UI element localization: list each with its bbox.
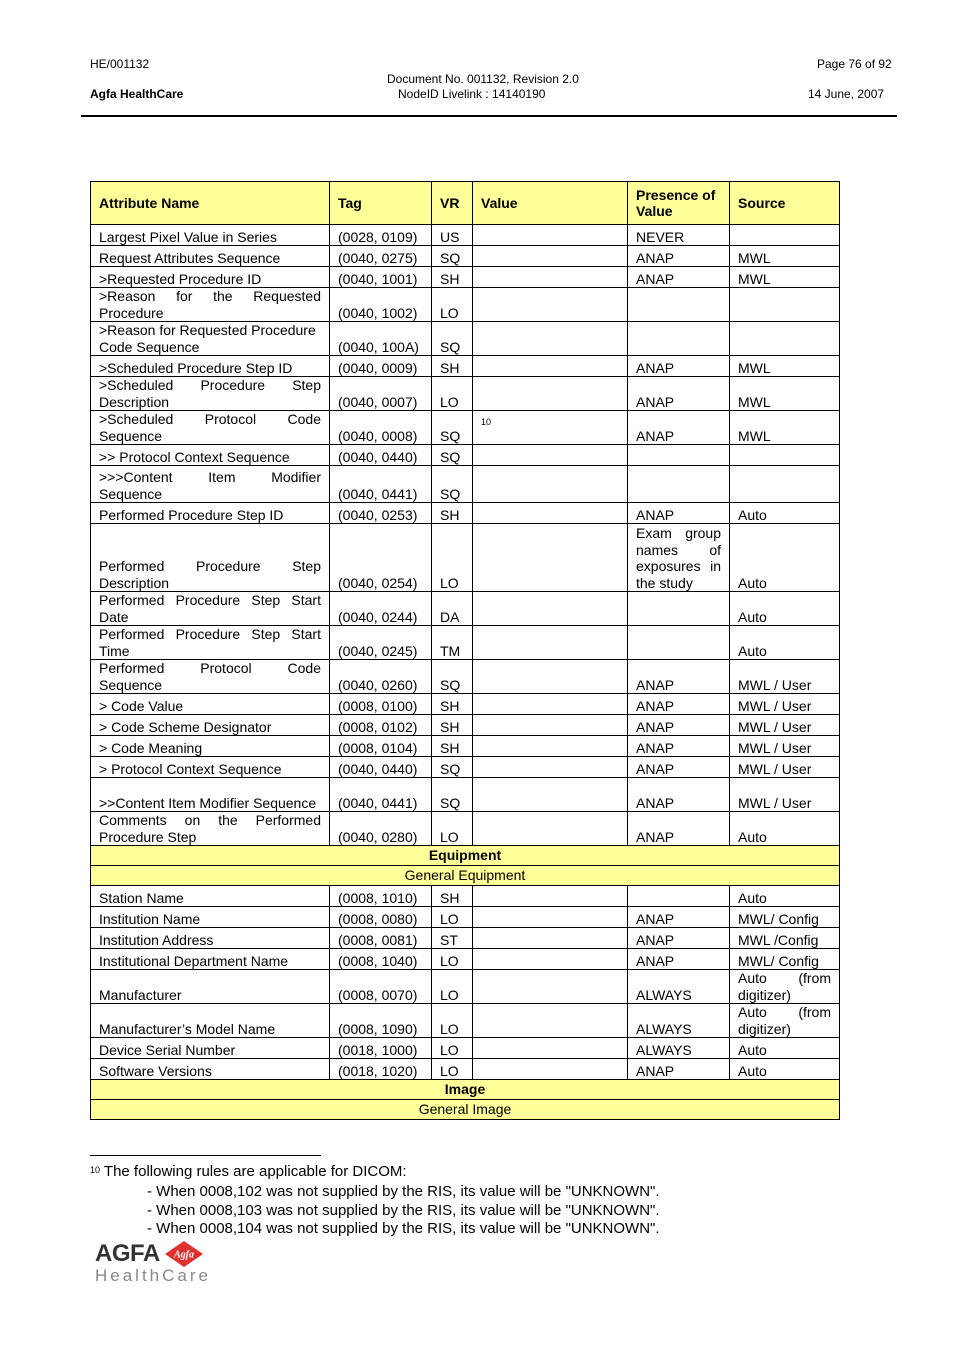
table-row [91,715,840,736]
tag-cell: (0008, 0100) [330,694,432,715]
table-row [91,445,840,466]
tag-cell: (0040, 0440) [330,757,432,778]
value-cell [473,626,628,660]
attribute-name-cell: Performed Procedure Step Start Date [91,592,330,626]
source-cell: Auto [730,503,840,524]
value-cell [473,1038,628,1059]
value-cell [473,288,628,322]
vr-cell: SQ [432,411,473,445]
value-cell [473,928,628,949]
vr-cell: SH [432,694,473,715]
presence-cell: Exam group names of exposures in the study [628,524,730,592]
table-row [91,592,840,626]
col-header-presence: Presence of Value [628,182,730,225]
footnote-line: - When 0008,103 was not supplied by the RIS, its value will be "UNKNOWN". [147,1202,660,1219]
source-cell: MWL / User [730,694,840,715]
table-row [91,524,840,592]
table-row [91,411,840,445]
presence-cell [628,592,730,626]
presence-cell: ANAP [628,246,730,267]
value-cell [473,524,628,592]
source-cell: Auto [730,626,840,660]
source-cell: Auto [730,812,840,846]
logo-subtitle: HealthCare [95,1266,211,1285]
source-cell: Auto [730,524,840,592]
footnote-rule [90,1155,321,1156]
table-row [91,356,840,377]
tag-cell: (0008, 1090) [330,1004,432,1038]
vr-cell: LO [432,949,473,970]
attribute-name-cell: Institution Address [91,928,330,949]
attribute-name-cell: Performed Procedure Step Start Time [91,626,330,660]
table-row [91,757,840,778]
table-row [91,288,840,322]
col-header-source: Source [730,182,840,225]
attribute-name-cell: Comments on the Performed Procedure Step [91,812,330,846]
tag-cell: (0040, 1002) [330,288,432,322]
value-cell [473,592,628,626]
section-title: Image [91,1080,840,1100]
source-cell: MWL [730,267,840,288]
source-cell [730,445,840,466]
source-cell: MWL / User [730,715,840,736]
vr-cell: SQ [432,466,473,503]
subsection-title: General Image [91,1100,840,1120]
tag-cell: (0008, 1040) [330,949,432,970]
vr-cell: TM [432,626,473,660]
source-cell: MWL [730,411,840,445]
presence-cell [628,288,730,322]
document-number: Document No. 001132, Revision 2.0 [387,72,579,86]
table-header-row [91,182,840,225]
tag-cell: (0040, 0245) [330,626,432,660]
attribute-table [90,181,840,1120]
presence-cell: ANAP [628,356,730,377]
tag-cell: (0040, 0008) [330,411,432,445]
table-row [91,778,840,812]
tag-cell: (0008, 0070) [330,970,432,1004]
attribute-name-cell: Device Serial Number [91,1038,330,1059]
source-cell: MWL / User [730,660,840,694]
value-cell [473,246,628,267]
source-cell: Auto [730,1038,840,1059]
attribute-name-cell: >Scheduled Procedure Step Description [91,377,330,411]
doc-id: HE/001132 [90,57,150,71]
presence-cell: ALWAYS [628,1038,730,1059]
value-cell [473,445,628,466]
presence-cell: ANAP [628,377,730,411]
presence-cell: ANAP [628,503,730,524]
document-date: 14 June, 2007 [808,87,885,101]
source-cell: MWL [730,356,840,377]
source-cell [730,225,840,246]
presence-cell: ANAP [628,812,730,846]
section-title: Equipment [91,846,840,866]
attribute-name-cell: >Requested Procedure ID [91,267,330,288]
rhombus-logo-icon [164,1240,204,1268]
value-cell [473,757,628,778]
vr-cell: LO [432,812,473,846]
logo-wordmark: AGFA [95,1240,160,1267]
attribute-name-cell: Manufacturer’s Model Name [91,1004,330,1038]
attribute-name-cell: >Reason for the Requested Procedure [91,288,330,322]
attribute-name-cell: Institutional Department Name [91,949,330,970]
vr-cell: SQ [432,757,473,778]
source-cell: MWL / User [730,757,840,778]
value-cell [473,377,628,411]
source-cell [730,322,840,356]
attribute-name-cell: Software Versions [91,1059,330,1080]
source-cell: Auto (from digitizer) [730,970,840,1004]
source-cell [730,288,840,322]
vr-cell: LO [432,377,473,411]
page-number: Page 76 of 92 [817,57,892,71]
tag-cell: (0018, 1000) [330,1038,432,1059]
agfa-logo [95,1240,211,1286]
attribute-name-cell: > Protocol Context Sequence [91,757,330,778]
vr-cell: SQ [432,322,473,356]
vr-cell: LO [432,1059,473,1080]
value-cell [473,503,628,524]
table-row [91,466,840,503]
value-cell [473,970,628,1004]
section-row [91,1080,840,1100]
table-row [91,246,840,267]
node-id: NodeID Livelink : 14140190 [398,87,546,101]
table-row [91,949,840,970]
tag-cell: (0008, 0102) [330,715,432,736]
source-cell: MWL/ Config [730,949,840,970]
tag-cell: (0028, 0109) [330,225,432,246]
vr-cell: DA [432,592,473,626]
presence-cell: ALWAYS [628,970,730,1004]
presence-cell: ANAP [628,757,730,778]
tag-cell: (0040, 0275) [330,246,432,267]
value-cell [473,886,628,907]
vr-cell: SQ [432,778,473,812]
source-cell: MWL / User [730,778,840,812]
attribute-name-cell: Largest Pixel Value in Series [91,225,330,246]
presence-cell: ANAP [628,411,730,445]
tag-cell: (0008, 1010) [330,886,432,907]
attribute-name-cell: > Code Scheme Designator [91,715,330,736]
presence-cell: ANAP [628,736,730,757]
attribute-name-cell: >> Protocol Context Sequence [91,445,330,466]
vr-cell: SQ [432,660,473,694]
tag-cell: (0040, 0440) [330,445,432,466]
value-cell [473,949,628,970]
attribute-name-cell: >>>Content Item Modifier Sequence [91,466,330,503]
tag-cell: (0008, 0080) [330,907,432,928]
table-row [91,886,840,907]
attribute-name-cell: Performed Procedure Step ID [91,503,330,524]
vr-cell: SQ [432,246,473,267]
presence-cell: ANAP [628,949,730,970]
value-cell [473,715,628,736]
tag-cell: (0040, 0253) [330,503,432,524]
vr-cell: SH [432,715,473,736]
vr-cell: LO [432,907,473,928]
footnote-number: 10 [90,1165,101,1175]
logo-badge-text: Agfa [173,1249,194,1261]
vr-cell: SH [432,267,473,288]
source-cell: MWL [730,377,840,411]
tag-cell: (0008, 0104) [330,736,432,757]
col-header-tag: Tag [330,182,432,225]
attribute-name-cell: Station Name [91,886,330,907]
table-row [91,694,840,715]
table-row [91,928,840,949]
attribute-name-cell: >>Content Item Modifier Sequence [91,778,330,812]
table-row [91,1059,840,1080]
vr-cell: SQ [432,445,473,466]
value-cell [473,660,628,694]
vr-cell: SH [432,886,473,907]
presence-cell: ANAP [628,907,730,928]
vr-cell: LO [432,524,473,592]
attribute-name-cell: >Scheduled Procedure Step ID [91,356,330,377]
table-row [91,225,840,246]
col-header-vr: VR [432,182,473,225]
presence-cell: ALWAYS [628,1004,730,1038]
value-cell [473,812,628,846]
tag-cell: (0040, 1001) [330,267,432,288]
value-cell [473,322,628,356]
presence-cell: ANAP [628,778,730,812]
presence-cell [628,322,730,356]
attribute-name-cell: >Scheduled Protocol Code Sequence [91,411,330,445]
vr-cell: SH [432,356,473,377]
tag-cell: (0040, 0009) [330,356,432,377]
attribute-name-cell: Institution Name [91,907,330,928]
value-cell [473,694,628,715]
attribute-name-cell: > Code Meaning [91,736,330,757]
table-row [91,626,840,660]
tag-cell: (0040, 0441) [330,466,432,503]
vr-cell: SH [432,736,473,757]
attribute-name-cell: Performed Procedure Step Description [91,524,330,592]
value-cell [473,356,628,377]
section-row [91,846,840,866]
tag-cell: (0040, 0254) [330,524,432,592]
tag-cell: (0040, 0441) [330,778,432,812]
table-row [91,322,840,356]
value-cell [473,907,628,928]
tag-cell: (0040, 0280) [330,812,432,846]
source-cell: MWL/ Config [730,907,840,928]
attribute-name-cell: Performed Protocol Code Sequence [91,660,330,694]
tag-cell: (0018, 1020) [330,1059,432,1080]
table-row [91,660,840,694]
table-row [91,907,840,928]
source-cell: Auto (from digitizer) [730,1004,840,1038]
table-row [91,970,840,1004]
tag-cell: (0040, 100A) [330,322,432,356]
presence-cell [628,626,730,660]
attribute-name-cell: Manufacturer [91,970,330,1004]
company-name: Agfa HealthCare [90,87,184,101]
subsection-row [91,1100,840,1120]
vr-cell: SH [432,503,473,524]
value-cell [473,267,628,288]
tag-cell: (0040, 0007) [330,377,432,411]
col-header-attribute: Attribute Name [91,182,330,225]
table-row [91,503,840,524]
presence-cell [628,466,730,503]
value-cell [473,1004,628,1038]
vr-cell: LO [432,970,473,1004]
source-cell: MWL / User [730,736,840,757]
vr-cell: ST [432,928,473,949]
tag-cell: (0008, 0081) [330,928,432,949]
vr-cell: US [432,225,473,246]
table-row [91,377,840,411]
table-row [91,812,840,846]
presence-cell: ANAP [628,267,730,288]
attribute-name-cell: > Code Value [91,694,330,715]
presence-cell: NEVER [628,225,730,246]
presence-cell: ANAP [628,715,730,736]
source-cell: Auto [730,592,840,626]
footnote-intro [90,1163,407,1182]
footnote-intro-text: The following rules are applicable for DICOM: [103,1163,407,1180]
header-rule [81,115,897,117]
source-cell: MWL [730,246,840,267]
source-cell [730,466,840,503]
source-cell: MWL /Config [730,928,840,949]
presence-cell [628,445,730,466]
vr-cell: LO [432,288,473,322]
presence-cell [628,886,730,907]
vr-cell: LO [432,1038,473,1059]
table-row [91,736,840,757]
value-cell [473,1059,628,1080]
vr-cell: LO [432,1004,473,1038]
tag-cell: (0040, 0260) [330,660,432,694]
attribute-name-cell: >Reason for Requested Procedure Code Sequence [91,322,330,356]
presence-cell: ANAP [628,1059,730,1080]
value-cell [473,225,628,246]
subsection-title: General Equipment [91,866,840,886]
value-cell [473,736,628,757]
attribute-name-cell: Request Attributes Sequence [91,246,330,267]
source-cell: Auto [730,1059,840,1080]
source-cell: Auto [730,886,840,907]
presence-cell: ANAP [628,660,730,694]
subsection-row [91,866,840,886]
presence-cell: ANAP [628,694,730,715]
value-cell [473,778,628,812]
value-cell [473,466,628,503]
tag-cell: (0040, 0244) [330,592,432,626]
value-cell [473,411,628,445]
table-row [91,1004,840,1038]
col-header-value: Value [473,182,628,225]
footnote-line: - When 0008,104 was not supplied by the RIS, its value will be "UNKNOWN". [147,1220,660,1237]
table-row [91,267,840,288]
footnote-line: - When 0008,102 was not supplied by the RIS, its value will be "UNKNOWN". [147,1183,660,1200]
table-row [91,1038,840,1059]
footnote-reference: 10 [481,416,492,427]
presence-cell: ANAP [628,928,730,949]
